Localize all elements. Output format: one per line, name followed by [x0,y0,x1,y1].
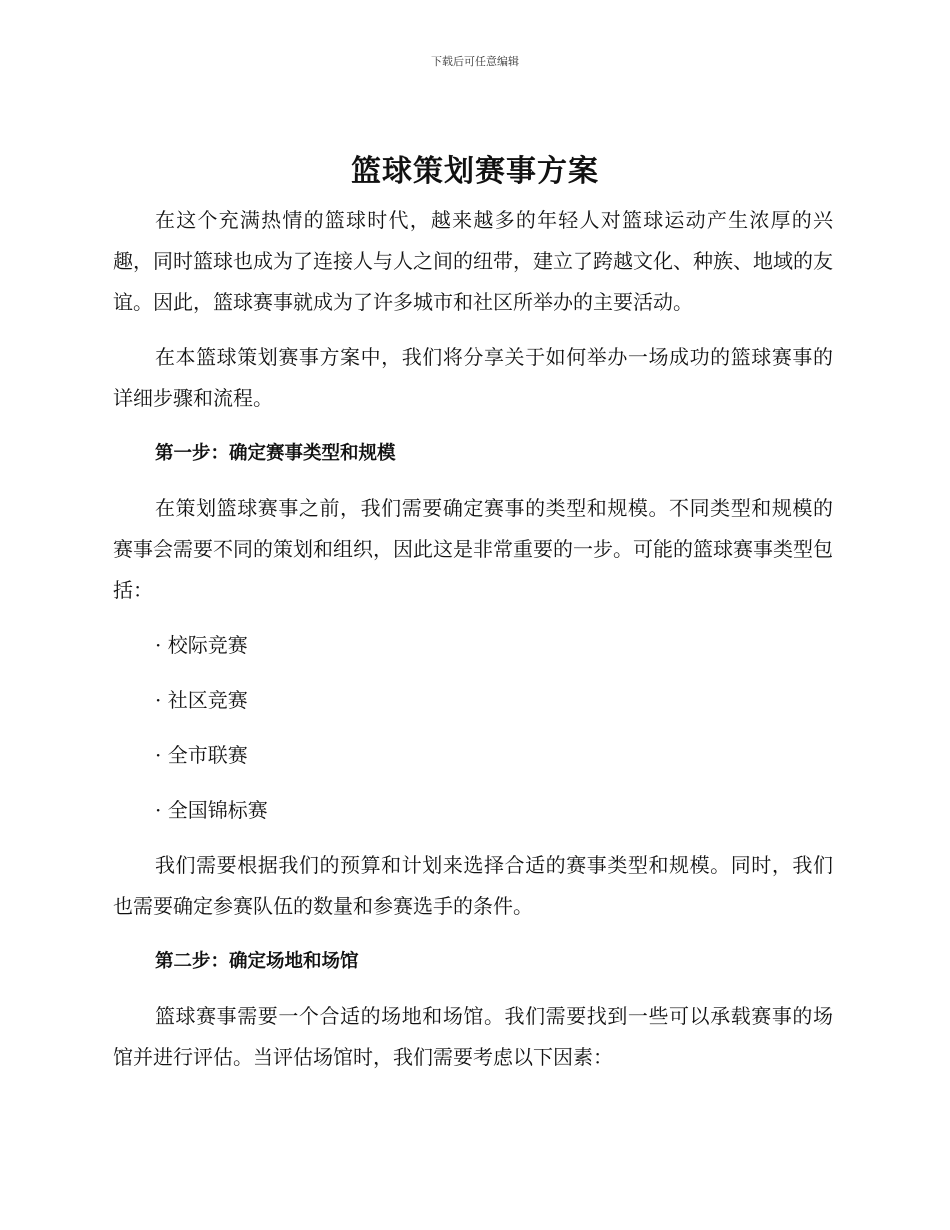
intro-paragraph-1: 在这个充满热情的篮球时代，越来越多的年轻人对篮球运动产生浓厚的兴趣，同时篮球也成为了连接人与人之间的纽带，建立了跨越文化、种族、地域的友谊。因此，篮球赛事就成为了许多城市和社区所举办的主要活动。 [113,208,833,314]
step1-paragraph-1: 在策划篮球赛事之前，我们需要确定赛事的类型和规模。不同类型和规模的赛事会需要不同的策划和组织，因此这是非常重要的一步。可能的篮球赛事类型包括： [113,496,833,602]
step1-paragraph-2: 我们需要根据我们的预算和计划来选择合适的赛事类型和规模。同时，我们也需要确定参赛队伍的数量和参赛选手的条件。 [113,853,833,918]
list-item: · 校际竞赛 [155,633,248,657]
document-body [113,200,833,1092]
step1-heading: 第一步：确定赛事类型和规模 [155,443,396,464]
list-item: · 全市联赛 [155,743,248,767]
step2-paragraph-1: 篮球赛事需要一个合适的场地和场馆。我们需要找到一些可以承载赛事的场馆并进行评估。当评估场馆时，我们需要考虑以下因素： [113,1004,833,1069]
list-item: · 全国锦标赛 [155,798,268,822]
header-note: 下载后可任意编辑 [431,55,519,68]
list-item: · 社区竞赛 [155,688,248,712]
step2-heading: 第二步：确定场地和场馆 [155,951,359,972]
intro-paragraph-2: 在本篮球策划赛事方案中，我们将分享关于如何举办一场成功的篮球赛事的详细步骤和流程。 [113,345,833,410]
document-title: 篮球策划赛事方案 [351,154,599,189]
